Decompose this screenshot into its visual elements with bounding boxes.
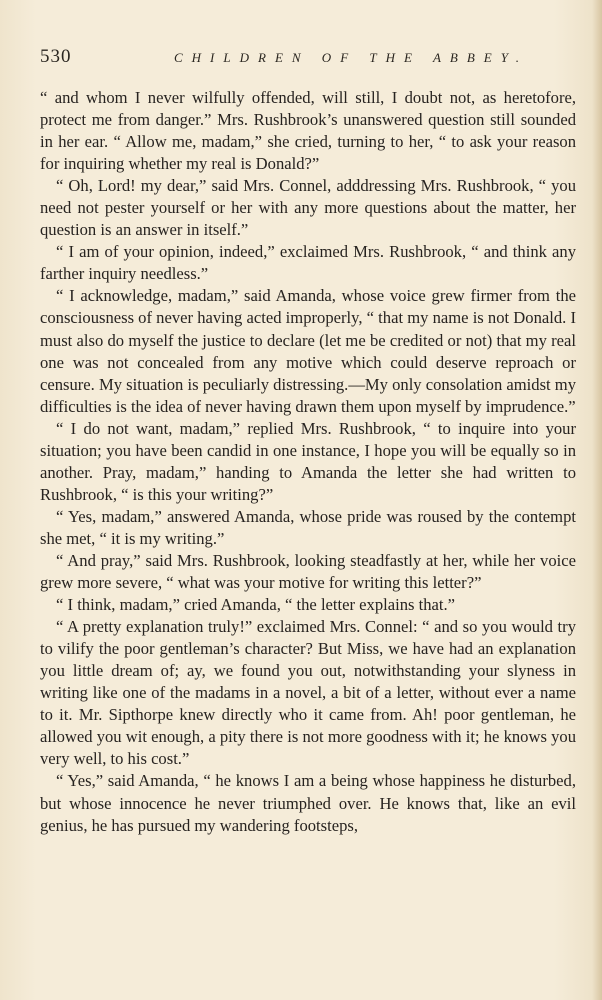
paragraph: “ I am of your opinion, indeed,” exclaimed Mrs. Rushbrook, “ and think any farther inquiry needless.” — [40, 242, 576, 284]
paragraph: “ I think, madam,” cried Amanda, “ the letter explains that.” — [56, 595, 456, 615]
paragraph: “ and whom I never wilfully offended, will still, I doubt not, as heretofore, protect me from danger.” Mrs. Rushbrook’s unanswered question still sounded in her ear. “ Allow me, madam,” she cried, turning to her, “ to ask your reason for inquiring whether my real is Donald?” — [40, 88, 576, 174]
body-text — [40, 87, 576, 837]
paragraph: “ I acknowledge, madam,” said Amanda, whose voice grew firmer from the consciousness of never having acted improperly, “ that my name is not Donald. I must also do myself the justice to declare (let me be credited or not) that my real one was not concealed from any motive which could deserve reproach or censure. My situation is peculiarly distressing.—My only consolation amidst my difficulties is the idea of never having drawn them upon myself by imprudence.” — [40, 286, 577, 416]
page-edge-shadow — [592, 0, 602, 1000]
page-number: 530 — [40, 46, 72, 67]
running-title: CHILDREN OF THE ABBEY. — [174, 50, 529, 65]
paragraph: “ And pray,” said Mrs. Rushbrook, looking steadfastly at her, while her voice grew more severe, “ what was your motive for writing this letter?” — [40, 550, 576, 593]
paragraph: “ Yes,” said Amanda, “ he knows I am a being whose happiness he disturbed, but whose innocence he never triumphed over. He knows that, like an evil genius, he has pursued my wandering footsteps, — [40, 771, 576, 835]
page-header — [40, 44, 570, 68]
paragraph: “ Oh, Lord! my dear,” said Mrs. Connel, adddressing Mrs. Rushbrook, “ you need not pester yourself or her with any more questions about the matter, her question is an answer in itself.” — [40, 176, 576, 240]
paragraph: “ A pretty explanation truly!” exclaimed Mrs. Connel: “ and so you would try to vilify the poor gentleman’s character? But Miss, we have had an explanation you little dream of; ay, we found you out, notwithstanding your slyness in writing like one of the madams in a novel, a bit of a letter, without ever a name to it. Mr. Sipthorpe knew directly who it came from. Ah! poor gentleman, he allowed you wit enough, a pity there is not more goodness with it; he knows you very well, to his cost.” — [40, 617, 576, 769]
paragraph: “ Yes, madam,” answered Amanda, whose pride was roused by the contempt she met, “ it is my writing.” — [40, 506, 576, 548]
paragraph: “ I do not want, madam,” replied Mrs. Rushbrook, “ to inquire into your situation; you have been candid in one instance, I hope you will be equally so in another. Pray, madam,” handing to Amanda the letter she had written to Rushbrook, “ is this your writing?” — [40, 418, 576, 504]
